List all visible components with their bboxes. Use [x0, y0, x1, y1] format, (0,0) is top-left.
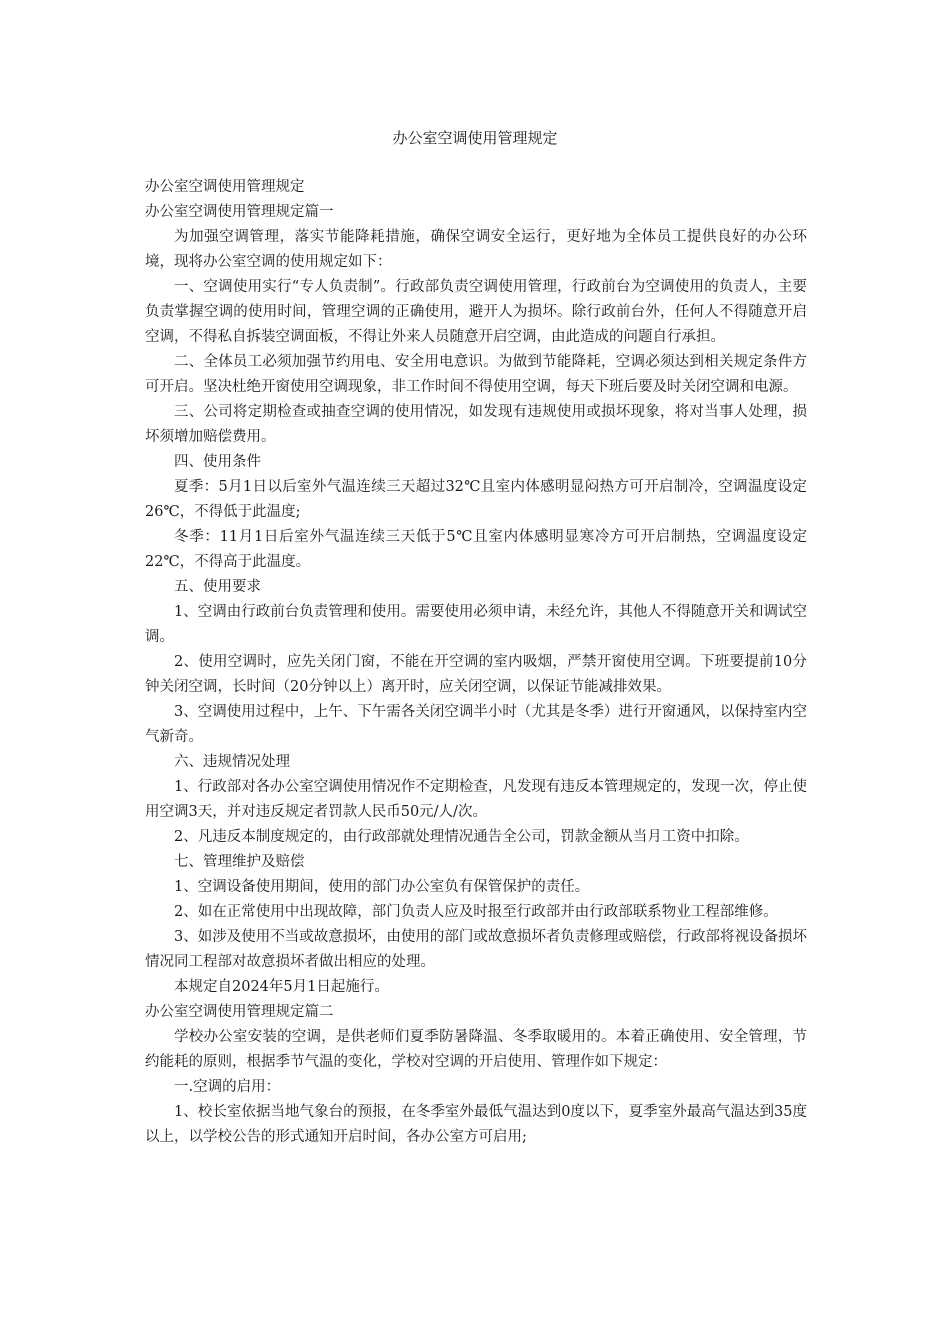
paragraph: 2、如在正常使用中出现故障，部门负责人应及时报至行政部并由行政部联系物业工程部维修。 [174, 904, 778, 920]
paragraph: 2、凡违反本制度规定的，由行政部就处理情况通告全公司，罚款金额从当月工资中扣除。 [174, 829, 749, 845]
paragraph: 六、违规情况处理 [174, 754, 290, 770]
paragraph: 一.空调的启用： [174, 1079, 281, 1095]
paragraph: 一、空调使用实行“专人负责制”。行政部负责空调使用管理，行政前台为空调使用的负责人，主要负责掌握空调的使用时间，管理空调的正确使用，避开人为损坏。除行政前台外，任何人不得随意开启空调，不得私自拆装空调面板，不得让外来人员随意开启空调，由此造成的问题自行承担。 [145, 279, 807, 345]
paragraph: 1、行政部对各办公室空调使用情况作不定期检查，凡发现有违反本管理规定的，发现一次，停止使用空调3天，并对违反规定者罚款人民币50元/人/次。 [145, 779, 807, 820]
paragraph: 学校办公室安装的空调，是供老师们夏季防暑降温、冬季取暖用的。本着正确使用、安全管理，节约能耗的原则，根据季节气温的变化，学校对空调的开启使用、管理作如下规定： [145, 1029, 807, 1070]
paragraph: 本规定自2024年5月1日起施行。 [174, 979, 389, 995]
paragraph: 办公室空调使用管理规定篇一 [145, 204, 334, 220]
paragraph: 办公室空调使用管理规定 [145, 179, 305, 195]
paragraph: 夏季：5月1日以后室外气温连续三天超过32℃且室内体感明显闷热方可开启制冷，空调温度设定26℃，不得低于此温度; [145, 479, 807, 520]
paragraph: 1、空调设备使用期间，使用的部门办公室负有保管保护的责任。 [174, 879, 590, 895]
paragraph: 二、全体员工必须加强节约用电、安全用电意识。为做到节能降耗，空调必须达到相关规定条件方可开启。坚决杜绝开窗使用空调现象，非工作时间不得使用空调，每天下班后要及时关闭空调和电源。 [145, 354, 807, 395]
paragraph: 四、使用条件 [174, 454, 261, 470]
paragraph: 1、空调由行政前台负责管理和使用。需要使用必须申请，未经允许，其他人不得随意开关和调试空调。 [145, 604, 807, 645]
paragraph: 办公室空调使用管理规定篇二 [145, 1004, 334, 1020]
paragraph: 2、使用空调时，应先关闭门窗，不能在开空调的室内吸烟，严禁开窗使用空调。下班要提前10分钟关闭空调，长时间（20分钟以上）离开时，应关闭空调，以保证节能减排效果。 [145, 654, 807, 695]
paragraph: 五、使用要求 [174, 579, 261, 595]
paragraph: 为加强空调管理，落实节能降耗措施，确保空调安全运行，更好地为全体员工提供良好的办公环境，现将办公室空调的使用规定如下： [145, 229, 807, 270]
document-body [145, 175, 807, 1150]
paragraph: 3、空调使用过程中，上午、下午需各关闭空调半小时（尤其是冬季）进行开窗通风，以保持室内空气新奇。 [145, 704, 807, 745]
paragraph: 三、公司将定期检查或抽查空调的使用情况，如发现有违规使用或损坏现象，将对当事人处理，损坏须增加赔偿费用。 [145, 404, 807, 445]
paragraph: 3、如涉及使用不当或故意损坏，由使用的部门或故意损坏者负责修理或赔偿，行政部将视设备损坏情况同工程部对故意损坏者做出相应的处理。 [145, 929, 807, 970]
paragraph: 1、校长室依据当地气象台的预报，在冬季室外最低气温达到0度以下，夏季室外最高气温达到35度以上，以学校公告的形式通知开启时间，各办公室方可启用; [145, 1104, 807, 1145]
paragraph: 冬季：11月1日后室外气温连续三天低于5℃且室内体感明显寒冷方可开启制热，空调温度设定22℃，不得高于此温度。 [145, 529, 807, 570]
paragraph: 七、管理维护及赔偿 [174, 854, 305, 870]
document-title: 办公室空调使用管理规定 [392, 129, 558, 147]
